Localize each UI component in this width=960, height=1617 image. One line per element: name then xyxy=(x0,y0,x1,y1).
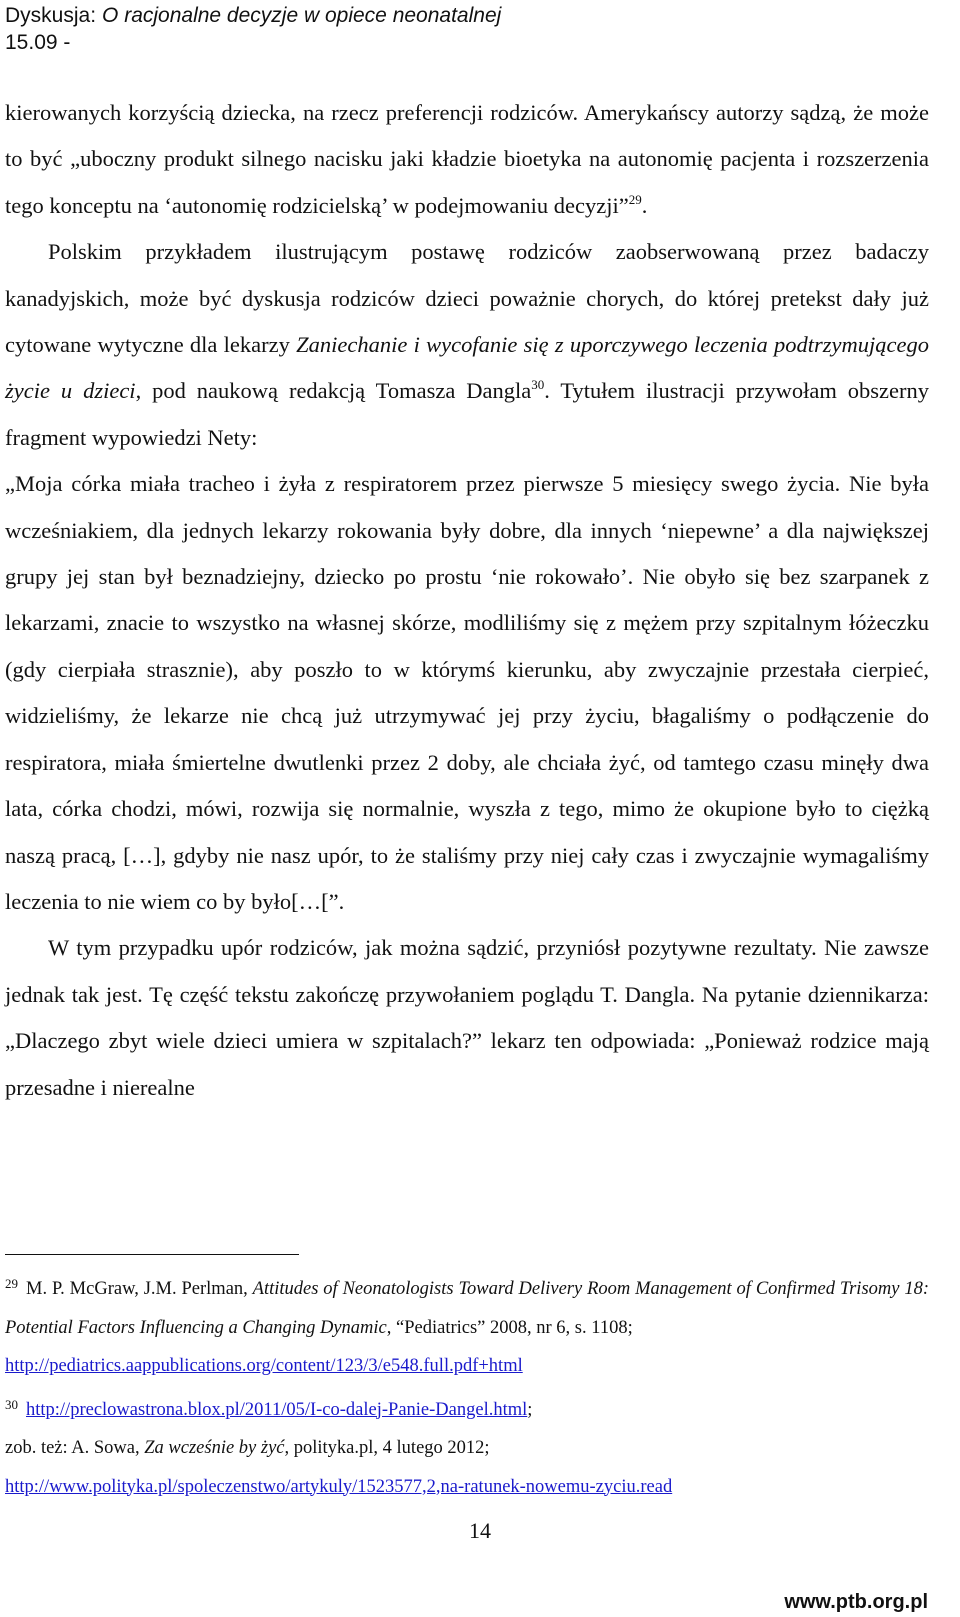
main-text xyxy=(5,90,929,1111)
footnote-29 xyxy=(5,1265,929,1386)
header-title: O racjonalne decyzje w opiece neonatalnej xyxy=(102,4,502,27)
paragraph-4: W tym przypadku upór rodziców, jak można sądzić, przyniósł pozytywne rezultaty. Nie zawsze jednak tak jest. Tę część tekstu zakończę przywołaniem poglądu T. Dangla. Na pytanie dziennikarza: „Dlaczego zbyt wiele dzieci umiera w szpitalach?” lekarz ten odpowiada: „Ponieważ rodzice mają przesadne i nierealne xyxy=(5,935,929,1100)
footnote-30-see-text-b: , polityka.pl, 4 lutego 2012; xyxy=(284,1438,490,1458)
footnote-30-link[interactable]: http://preclowastrona.blox.pl/2011/05/I-co-dalej-Panie-Dangel.html xyxy=(26,1399,528,1420)
footnote-29-number: 29 xyxy=(5,1276,18,1291)
cited-guideline-title: Zaniechanie i wycofanie się z uporczywego leczenia podtrzymującego życie u dzieci xyxy=(5,332,929,404)
footnote-30-see-also xyxy=(5,1429,929,1468)
site-url: www.ptb.org.pl xyxy=(784,1591,928,1613)
footnote-30-second-link-line xyxy=(5,1468,929,1507)
footnote-separator xyxy=(5,1254,299,1255)
paragraph-1 xyxy=(5,90,929,229)
paragraph-2-text-c: . Tytułem ilustracji przywołam obszerny fragment wypowiedzi Nety: xyxy=(5,378,929,450)
footnote-29-authors: M. P. McGraw, J.M. Perlman, xyxy=(26,1279,253,1299)
footnote-29-title: Attitudes of Neonatologists Toward Delivery Room Management of Confirmed Trisomy 18: Potential Factors Influencing a Changing Dynamic xyxy=(5,1279,929,1338)
paragraph-2 xyxy=(5,229,929,461)
header-prefix: Dyskusja: xyxy=(5,4,97,27)
header-title-line xyxy=(5,2,501,29)
footnote-ref-29[interactable]: 29 xyxy=(628,191,642,207)
footnote-30-link-2[interactable]: http://www.polityka.pl/spoleczenstwo/artykuly/1523577,2,na-ratunek-nowemu-zyciu.read xyxy=(5,1476,673,1497)
footnote-30-link-end: ; xyxy=(527,1399,533,1420)
footnote-30 xyxy=(5,1386,929,1430)
quote-paragraph: „Moja córka miała tracheo i żyła z respiratorem przez pierwsze 5 miesięcy swego życia. Nie była wcześniakiem, dla jednych lekarzy rokowania były dobre, dla innych ‘niepewne’ a dla największej grupy jej stan był beznadziejny, dziecko po prostu ‘nie rokowało’. Nie obyło się bez szarpanek z lekarzami, znacie to wszystko na własnej skórze, modliliśmy się z mężem przy szpitalnym łóżeczku (gdy cierpiała strasznie), aby poszło to w którymś kierunku, aby zwyczajnie przestała cierpieć, widzieliśmy, że lekarze nie chcą już utrzymywać jej przy życiu, błagaliśmy o podłączenie do respiratora, miała śmiertelne dwutlenki przez 2 doby, ale chciała żyć, od tamtego czasu minęły dwa lata, córka chodzi, mówi, rozwija się normalnie, wyszła z tego, mimo że okupione było to ciężką naszą pracą, […], gdyby nie nasz upór, to że staliśmy przy niej cały czas i zwyczajnie wymagaliśmy leczenia to nie wiem co by było[…[”. xyxy=(5,471,929,914)
page-number: 14 xyxy=(469,1518,491,1543)
footnote-29-link[interactable]: http://pediatrics.aappublications.org/content/123/3/e548.full.pdf+html xyxy=(5,1356,523,1376)
footnote-30-number: 30 xyxy=(5,1396,18,1412)
paragraph-2-text-b: , pod naukową redakcją Tomasza Dangla xyxy=(135,378,532,404)
running-header xyxy=(5,2,501,56)
footnote-29-rest: , “Pediatrics” 2008, nr 6, s. 1108; xyxy=(386,1317,633,1338)
footnote-30-see-title: Za wcześnie by żyć xyxy=(144,1438,285,1458)
paragraph-1-text: kierowanych korzyścią dziecka, na rzecz preferencji rodziców. Amerykańscy autorzy sądzą, że może to być „uboczny produkt silnego nacisku jaki kładzie bioetyka na autonomię pacjenta i rozszerzenia tego konceptu na ‘autonomię rodzicielską’ w podejmowaniu decyzji” xyxy=(5,100,929,218)
paragraph-1-end: . xyxy=(641,192,648,218)
footnotes xyxy=(5,1265,929,1506)
header-date: 15.09 - xyxy=(5,31,71,54)
footnote-30-see-text-a: zob. też: A. Sowa, xyxy=(5,1438,145,1458)
paragraph-2-text-a: Polskim przykładem ilustrującym postawę rodziców zaobserwowaną przez badaczy kanadyjskich, może być dyskusja rodziców dzieci poważnie chorych, do której pretekst dały już cytowane wytyczne dla lekarzy xyxy=(5,239,929,358)
footnote-ref-30[interactable]: 30 xyxy=(531,377,545,393)
